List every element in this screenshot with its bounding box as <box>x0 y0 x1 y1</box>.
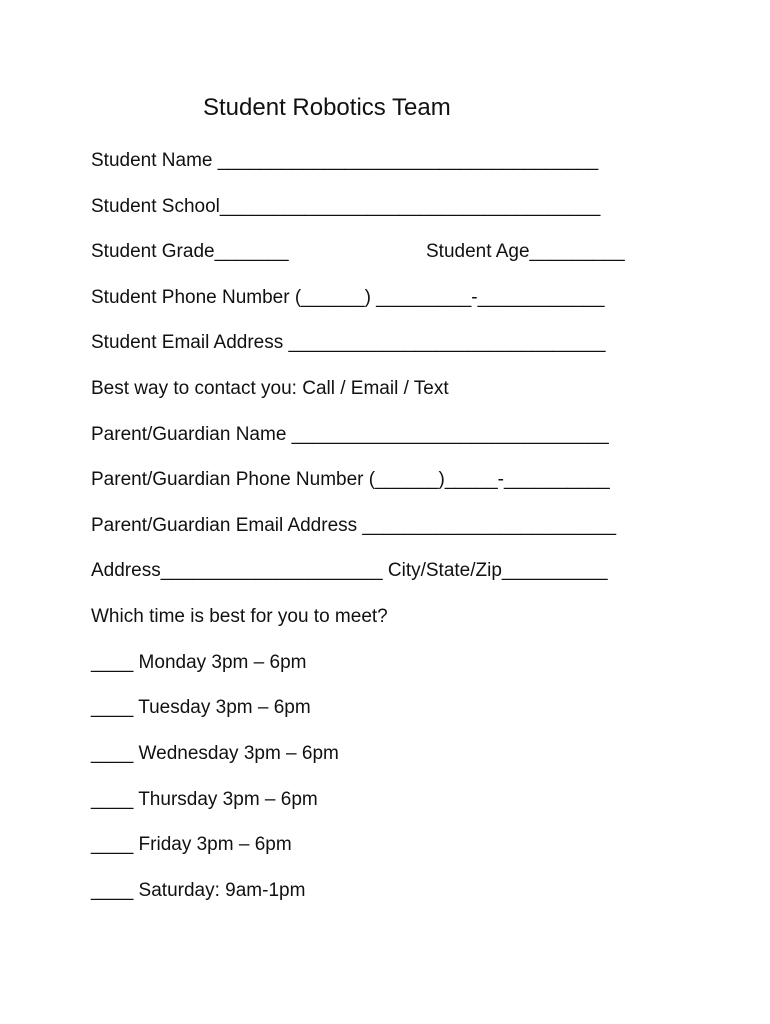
guardian-phone-field[interactable] <box>91 468 610 492</box>
option-thursday-label: ____ Thursday 3pm – 6pm <box>91 789 318 810</box>
option-thursday[interactable] <box>91 788 318 812</box>
address-field[interactable] <box>91 559 608 583</box>
student-grade-label: Student Grade_______ <box>91 241 289 262</box>
address-label: Address_____________________ City/State/Zip__________ <box>91 560 608 581</box>
student-email-label: Student Email Address ______________________________ <box>91 332 606 353</box>
option-friday[interactable] <box>91 833 292 857</box>
option-monday-label: ____ Monday 3pm – 6pm <box>91 652 307 673</box>
option-tuesday[interactable] <box>91 696 311 720</box>
option-wednesday-label: ____ Wednesday 3pm – 6pm <box>91 743 339 764</box>
option-saturday[interactable] <box>91 879 305 903</box>
student-phone-label: Student Phone Number (______) _________-____________ <box>91 287 605 308</box>
student-email-field[interactable] <box>91 331 606 355</box>
guardian-phone-label: Parent/Guardian Phone Number (______)_____-__________ <box>91 469 610 490</box>
student-name-field[interactable] <box>91 149 598 173</box>
student-grade-field[interactable] <box>91 240 289 264</box>
student-phone-field[interactable] <box>91 286 604 310</box>
meeting-question-text: Which time is best for you to meet? <box>91 606 388 627</box>
contact-method-label: Best way to contact you: Call / Email / Text <box>91 378 449 399</box>
contact-method-field[interactable] <box>91 377 449 401</box>
option-tuesday-label: ____ Tuesday 3pm – 6pm <box>91 697 311 718</box>
guardian-name-label: Parent/Guardian Name ______________________________ <box>91 424 609 445</box>
guardian-email-label: Parent/Guardian Email Address ________________________ <box>91 515 617 536</box>
meeting-question <box>91 605 388 629</box>
student-name-label: Student Name ____________________________________ <box>91 150 599 171</box>
guardian-name-field[interactable] <box>91 423 609 447</box>
form-title: Student Robotics Team <box>203 94 451 121</box>
option-friday-label: ____ Friday 3pm – 6pm <box>91 834 292 855</box>
student-school-field[interactable] <box>91 195 600 219</box>
option-monday[interactable] <box>91 651 306 675</box>
guardian-email-field[interactable] <box>91 514 616 538</box>
student-age-field[interactable] <box>426 240 625 264</box>
student-age-label: Student Age_________ <box>426 241 625 262</box>
option-wednesday[interactable] <box>91 742 339 766</box>
option-saturday-label: ____ Saturday: 9am-1pm <box>91 880 306 901</box>
student-school-label: Student School____________________________________ <box>91 196 601 217</box>
